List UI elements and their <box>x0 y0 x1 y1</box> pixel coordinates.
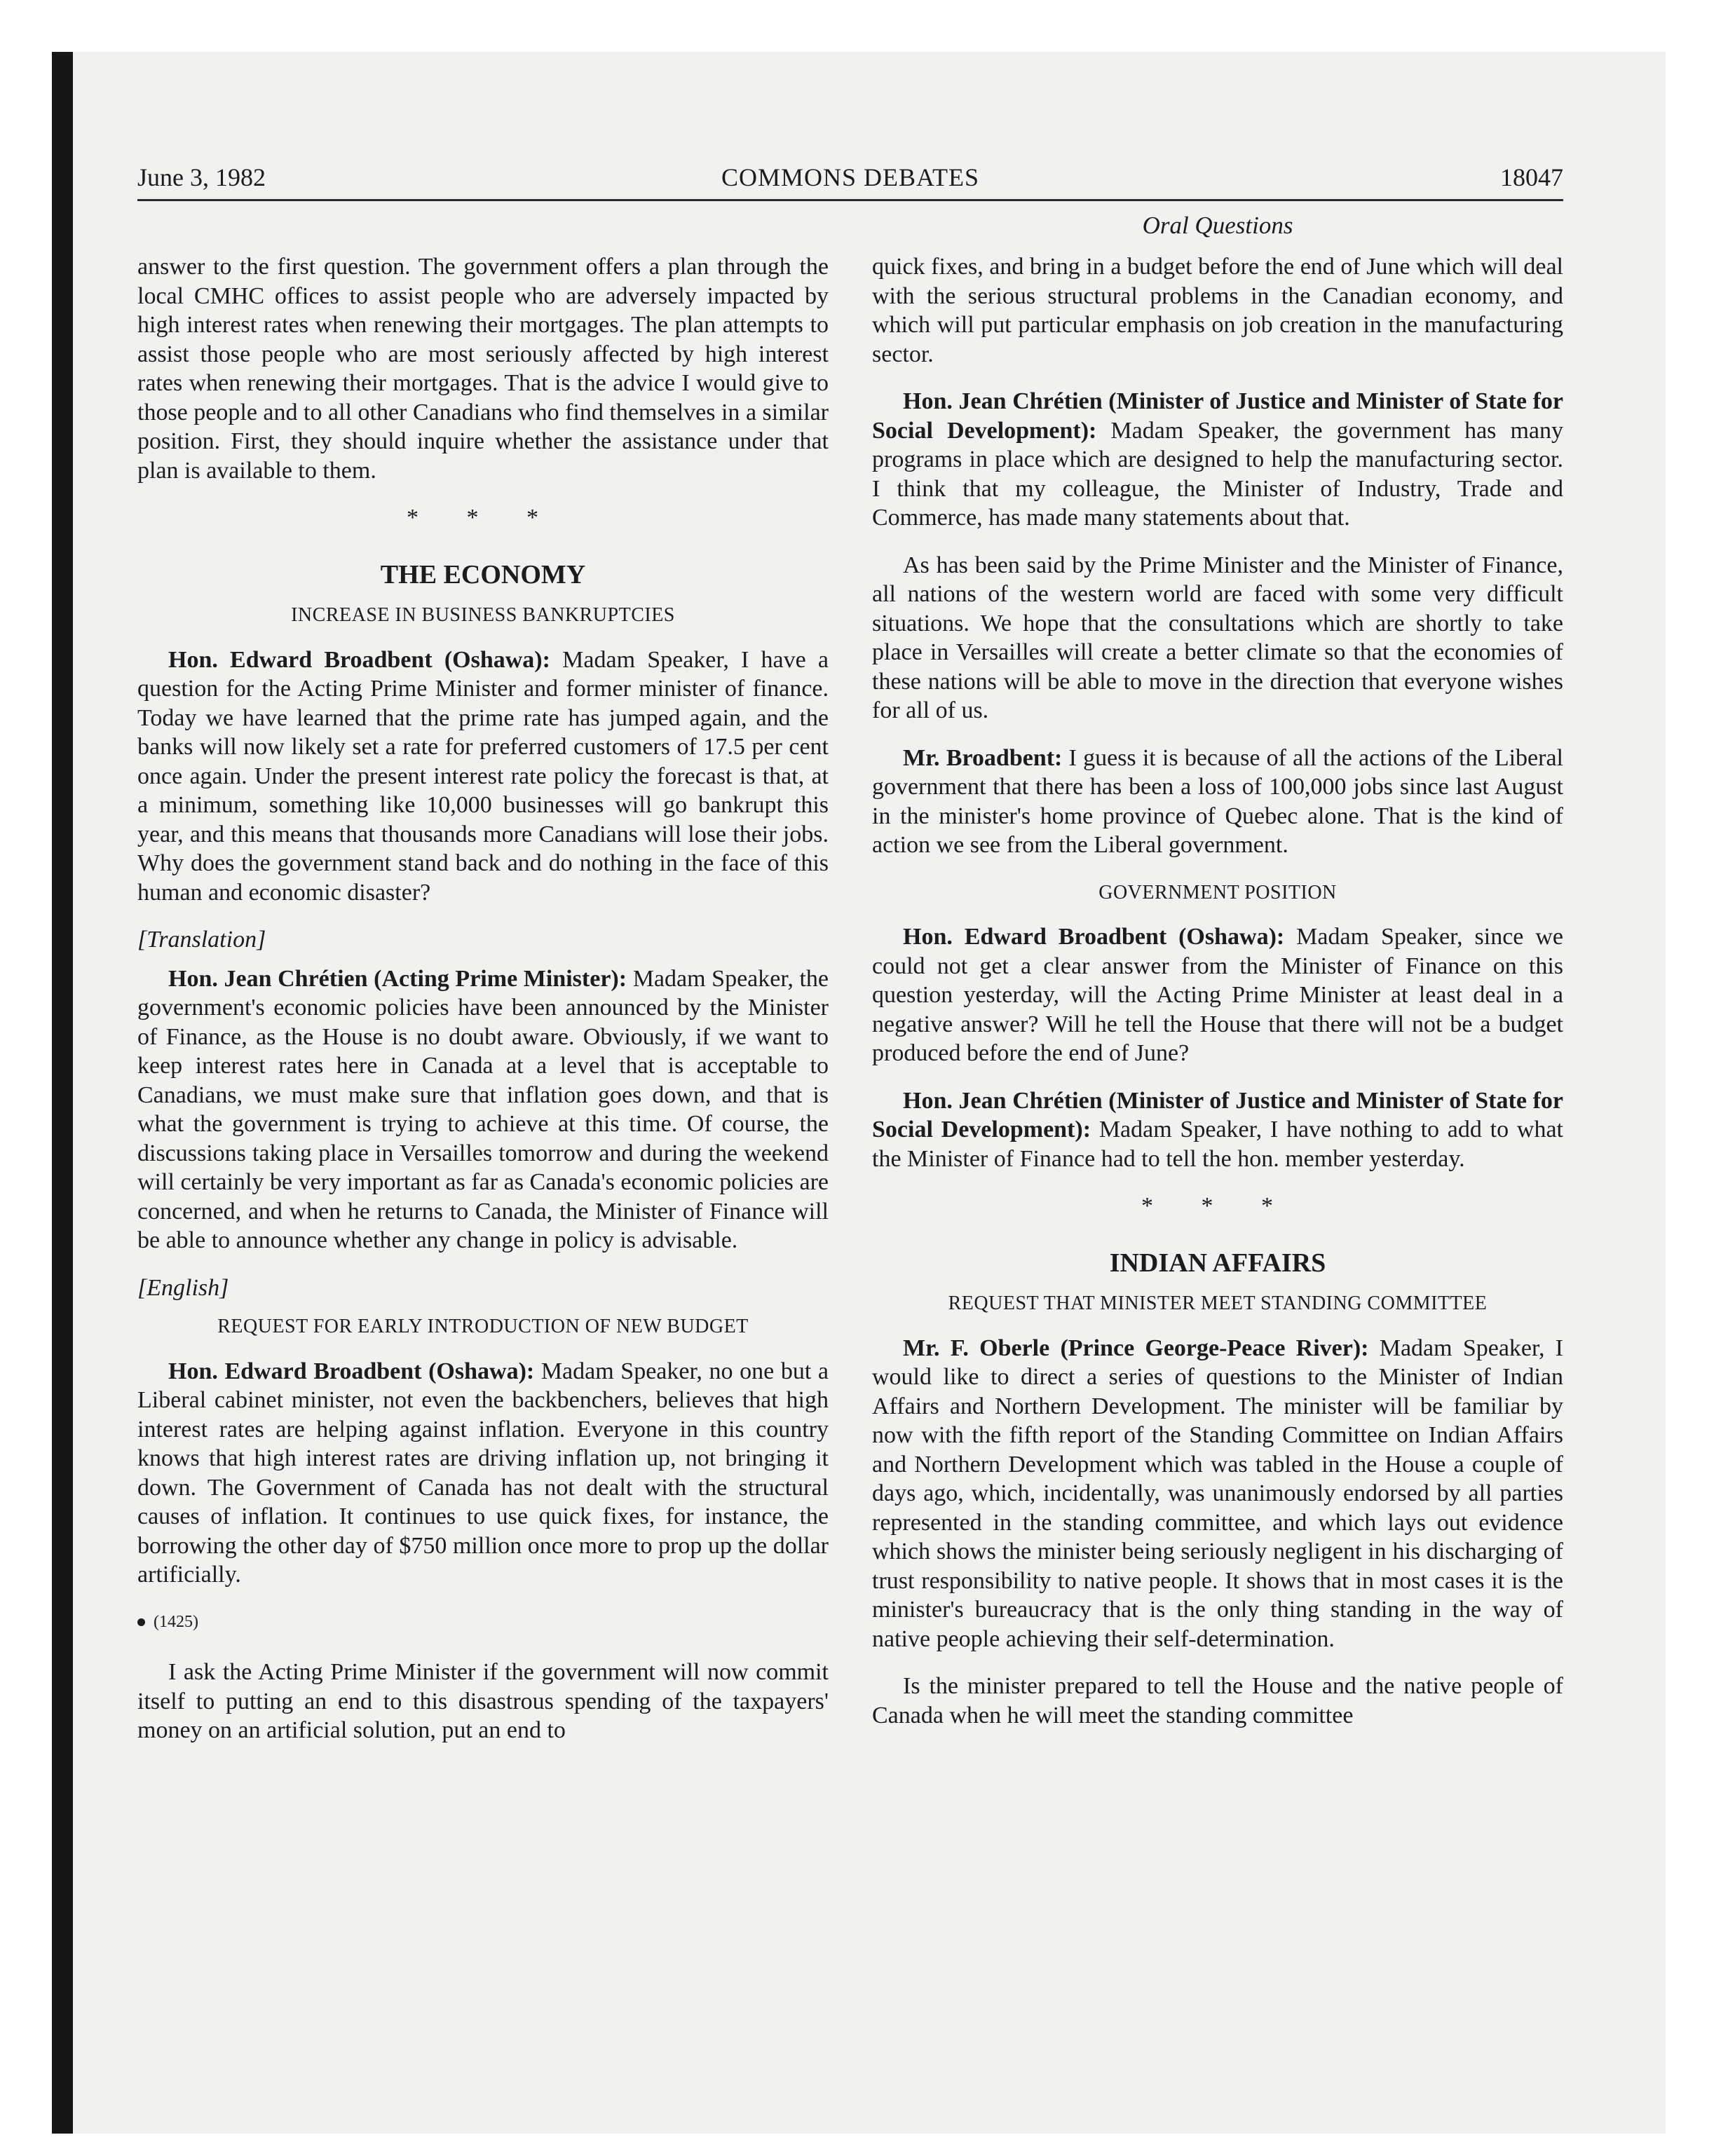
language-marker: [Translation] <box>137 927 266 953</box>
speech-text: Madam Speaker, the government's economic policies have been announced by the Minister of Finance, as the House is no doubt aware. Obviously, if we want to keep interest rates here in Canada at a level that is acceptable to Canadians, we must make sure that inflation goes down, and that is what the government is trying to achieve at this time. Of course, the discussions taking place in Versailles tomorrow and during the weekend will certainly be very important as far as Canada's economic policies are concerned, and when he returns to Canada, the Minister of Finance will be able to announce whether any change in policy is advisable. <box>137 965 829 1253</box>
bullet-dot-icon <box>137 1618 145 1626</box>
speech-text: Madam Speaker, I would like to direct a series of questions to the Minister of Indian Affairs and Northern Development. The minister will be familiar by now with the fifth report of the Standing Committee on Indian Affairs and Northern Development which was tabled in the House a couple of days ago, which, incidentally, was unanimously endorsed by all parties represented in the standing committee, and which lays out evidence which shows the minister being seriously negligent in his discharging of trust responsibility to native people. It shows that in most cases it is the minister's bureaucracy that is the only thing standing in the way of native people achieving their self-determination. <box>872 1335 1563 1652</box>
speech-text: Madam Speaker, I have nothing to add to what the Minister of Finance had to tell the hon. member yesterday. <box>872 1117 1563 1172</box>
binding-edge <box>52 52 73 2134</box>
running-head: Oral Questions <box>1142 212 1293 239</box>
section-separator: * * * <box>1141 1193 1294 1219</box>
left-column <box>137 252 829 1763</box>
language-marker: [English] <box>137 1274 229 1301</box>
paragraph <box>137 646 829 908</box>
section-heading: THE ECONOMY <box>380 559 586 589</box>
subheading: REQUEST THAT MINISTER MEET STANDING COMMITTEE <box>948 1292 1488 1314</box>
paragraph: Is the minister prepared to tell the House and the native people of Canada when he will meet the standing committee <box>872 1673 1563 1728</box>
speaker-name: Mr. F. Oberle (Prince George-Peace River): <box>903 1335 1369 1361</box>
header-title: COMMONS DEBATES <box>721 163 980 191</box>
speech-text: Madam Speaker, no one but a Liberal cabinet minister, not even the backbenchers, believes that high interest rates are helping against inflation. Everyone in this country knows that high interest rates are driving inflation up, not bringing it down. The Government of Canada has not dealt with the structural causes of inflation. It continues to use quick fixes, for instance, the borrowing the other day of $750 million once more to prop up the dollar artificially. <box>137 1358 829 1588</box>
speaker-name: Mr. Broadbent: <box>903 744 1063 771</box>
speaker-name: Hon. Edward Broadbent (Oshawa): <box>168 1358 535 1384</box>
paragraph: I ask the Acting Prime Minister if the government will now commit itself to putting an end to this disastrous spending of the taxpayers' money on an artificial solution, put an end to <box>137 1659 829 1743</box>
time-marker <box>137 1608 829 1637</box>
paragraph <box>872 922 1563 1068</box>
paragraph <box>137 1357 829 1590</box>
speech-text: Madam Speaker, the government has many programs in place which are designed to help the manufacturing sector. I think that my colleague, the Minister of Industry, Trade and Commerce, has made many statements about that. <box>872 417 1564 531</box>
section-separator: * * * <box>407 505 559 531</box>
subheading: REQUEST FOR EARLY INTRODUCTION OF NEW BUDGET <box>217 1316 749 1337</box>
paragraph: quick fixes, and bring in a budget before the end of June which will deal with the serious structural problems in the Canadian economy, and which will put particular emphasis on job creation in the manufacturing sector. <box>872 254 1563 367</box>
paragraph <box>872 744 1563 860</box>
subheading: INCREASE IN BUSINESS BANKRUPTCIES <box>291 604 675 626</box>
paragraph <box>872 1086 1563 1174</box>
speaker-name: Hon. Edward Broadbent (Oshawa): <box>168 646 550 673</box>
speaker-name: Hon. Edward Broadbent (Oshawa): <box>903 924 1285 950</box>
page-header <box>137 157 1563 201</box>
paragraph: As has been said by the Prime Minister and the Minister of Finance, all nations of the western world are faced with some very difficult situations. We hope that the consultations which are shortly to take place in Versailles will create a better climate so that the economies of these nations will be able to move in the direction that everyone wishes for all of us. <box>872 552 1563 723</box>
header-date: June 3, 1982 <box>137 163 266 191</box>
paragraph <box>872 387 1563 533</box>
header-page-number: 18047 <box>1500 163 1563 191</box>
paragraph <box>872 1334 1563 1654</box>
right-column <box>872 252 1563 1748</box>
section-heading: INDIAN AFFAIRS <box>1109 1248 1326 1278</box>
paragraph <box>137 964 829 1255</box>
speaker-name: Hon. Jean Chrétien (Minister of Justice and Minister of State for Social Development): <box>872 1087 1563 1142</box>
speaker-name: Hon. Jean Chrétien (Acting Prime Minister): <box>168 965 627 992</box>
paragraph: answer to the first question. The government offers a plan through the local CMHC offices to assist people who are adversely impacted by high interest rates when renewing their mortgages. The plan attempts to assist those people who are most seriously affected by high interest rates when renewing their mortgages. That is the advice I would give to those people and to all other Canadians who find themselves in a similar position. First, they should inquire whether the assistance under that plan is available to them. <box>137 254 829 484</box>
speech-text: I guess it is because of all the actions of the Liberal government that there has been a loss of 100,000 jobs since last August in the minister's home province of Quebec alone. That is the kind of action we see from the Liberal government. <box>872 744 1563 858</box>
speech-text: Madam Speaker, I have a question for the Acting Prime Minister and former minister of finance. Today we have learned that the prime rate has jumped again, and the banks will now likely set a rate for preferred customers of 17.5 per cent once again. Under the present interest rate policy the forecast is that, at a minimum, something like 10,000 businesses will go bankrupt this year, and this means that thousands more Canadians will lose their jobs. Why does the government stand back and do nothing in the face of this human and economic disaster? <box>137 646 829 906</box>
speaker-name: Hon. Jean Chrétien (Minister of Justice and Minister of State for Social Development): <box>872 388 1563 444</box>
subheading: GOVERNMENT POSITION <box>1098 881 1337 903</box>
time-marker-text: (1425) <box>154 1612 198 1631</box>
speech-text: Madam Speaker, since we could not get a clear answer from the Minister of Finance on this question yesterday, will the Acting Prime Minister at least deal in a negative answer? Will he tell the House that there will not be a budget produced before the end of June? <box>872 924 1563 1066</box>
